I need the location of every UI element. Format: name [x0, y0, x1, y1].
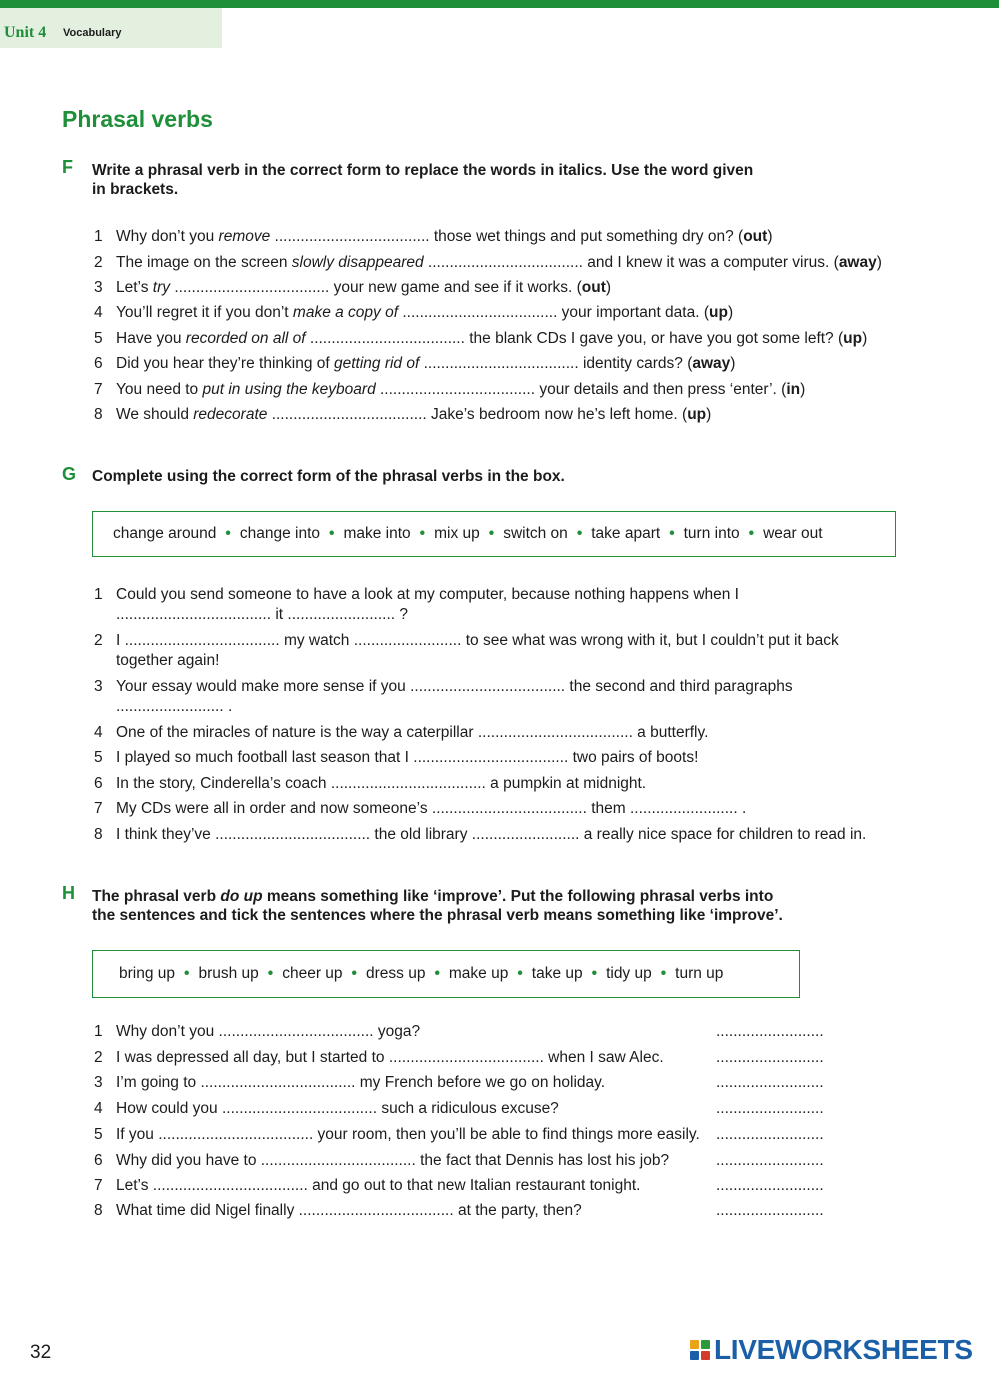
item-number: 7: [94, 381, 103, 398]
answer-blank[interactable]: .........................: [353, 632, 462, 649]
item-text: I played so much football last season that I: [116, 749, 414, 766]
exercise-g-item-5: 5 I played so much football last season that I .................................... two pairs of boots!: [94, 749, 699, 766]
instruction-text: The phrasal verb: [92, 888, 221, 905]
item-text: those wet things and put something dry on? (: [429, 228, 744, 245]
exercise-f-instruction: [92, 161, 753, 199]
box-phrasal-verb: cheer up: [282, 965, 343, 982]
item-text: I’m going to: [116, 1074, 201, 1091]
bullet-separator: •: [267, 965, 274, 982]
italic-phrase: slowly disappeared: [291, 254, 424, 271]
exercise-f-item-1: [94, 227, 772, 247]
exercise-g-item-6: 6 In the story, Cinderella’s coach .................................... a pumpkin at midnight.: [94, 775, 647, 792]
bullet-separator: •: [184, 965, 190, 982]
unit-label: Unit 4: [4, 24, 47, 41]
bullet-separator: •: [669, 525, 675, 542]
exercise-g-item-3: 3 Your essay would make more sense if you .................................... the second and third paragraphs: [94, 678, 793, 695]
box-phrasal-verb: dress up: [365, 965, 426, 982]
instruction-line: Write a phrasal verb in the correct form to replace the words in italics. Use the word given: [92, 162, 754, 179]
page-number: 32: [30, 1342, 52, 1363]
answer-blank[interactable]: ....................................: [260, 1152, 416, 1169]
item-text: when I saw Alec.: [543, 1049, 664, 1066]
exercise-h-item-6: [94, 1151, 669, 1171]
item-text: at the party, then?: [453, 1202, 582, 1219]
item-text: your new game and see if it works. (: [329, 279, 582, 296]
exercise-f-item-7: [94, 380, 805, 400]
tick-blank[interactable]: .........................: [716, 1152, 824, 1169]
item-text: ): [730, 355, 736, 372]
answer-blank[interactable]: ....................................: [388, 1049, 544, 1066]
exercise-h-item-7: [94, 1176, 640, 1196]
bullet-separator: •: [351, 965, 357, 982]
item-number: 5: [94, 330, 103, 347]
item-text: such a ridiculous excuse?: [377, 1100, 559, 1117]
exercise-h-item-8: [94, 1201, 582, 1221]
tick-blank[interactable]: .........................: [716, 1202, 824, 1219]
top-green-bar: [0, 0, 999, 8]
exercise-g-letter: G: [62, 464, 77, 484]
page-title: Phrasal verbs: [62, 106, 213, 132]
item-number: 2: [94, 1049, 103, 1066]
answer-blank[interactable]: ....................................: [423, 355, 579, 372]
item-text: Your essay would make more sense if you: [116, 678, 411, 695]
answer-blank[interactable]: ....................................: [477, 724, 633, 741]
answer-blank[interactable]: ....................................: [200, 1074, 356, 1091]
item-number: 8: [94, 406, 103, 423]
exercise-h-item-2: [94, 1048, 664, 1068]
item-text: Let’s: [116, 1177, 153, 1194]
answer-blank[interactable]: ....................................: [427, 254, 583, 271]
box-phrasal-verb: switch on: [503, 525, 568, 542]
item-number: 5: [94, 1126, 103, 1143]
item-number: 7: [94, 1177, 103, 1194]
answer-blank[interactable]: ....................................: [271, 406, 427, 423]
exercise-h-instruction: [92, 887, 783, 925]
tick-blank[interactable]: .........................: [716, 1100, 824, 1117]
bullet-separator: •: [419, 525, 426, 542]
item-text: the fact that Dennis has lost his job?: [415, 1152, 670, 1169]
item-text: .: [223, 698, 233, 715]
instruction-italic: do up: [220, 888, 263, 905]
bracket-word: out: [581, 279, 606, 296]
item-text: my watch: [279, 632, 354, 649]
item-number: 1: [94, 228, 103, 245]
exercise-g-item-1-cont: [116, 605, 408, 625]
item-text: the old library: [370, 826, 472, 843]
exercise-f-item-5: [94, 329, 867, 349]
item-text: your details and then press ‘enter’. (: [535, 381, 787, 398]
answer-blank[interactable]: .........................: [116, 698, 224, 715]
answer-blank[interactable]: ....................................: [431, 800, 587, 817]
item-text: I was depressed all day, but I started to: [116, 1049, 389, 1066]
item-number: 3: [94, 279, 103, 296]
box-phrasal-verb: brush up: [198, 965, 259, 982]
bullet-separator: •: [434, 965, 440, 982]
bullet-separator: •: [329, 525, 335, 542]
exercise-g-item-1: 1 Could you send someone to have a look at my computer, because nothing happens when I: [94, 586, 739, 603]
item-text: ): [862, 330, 868, 347]
bracket-word: away: [838, 254, 877, 271]
item-text: In the story, Cinderella’s coach: [116, 775, 331, 792]
italic-phrase: recorded on all of: [185, 330, 306, 347]
item-text: I think they’ve: [116, 826, 216, 843]
item-text: One of the miracles of nature is the way a caterpillar: [116, 724, 478, 741]
section-label: Vocabulary: [63, 27, 122, 39]
item-number: 1: [94, 1023, 103, 1040]
answer-blank[interactable]: ....................................: [158, 1126, 314, 1143]
box-phrasal-verb: make up: [448, 965, 509, 982]
answer-blank[interactable]: ....................................: [221, 1100, 378, 1117]
instruction-line: in brackets.: [92, 181, 179, 198]
answer-blank[interactable]: ....................................: [298, 1202, 454, 1219]
answer-blank[interactable]: ....................................: [152, 1177, 308, 1194]
bracket-word: out: [743, 228, 768, 245]
exercise-h-item-1: [94, 1022, 420, 1042]
item-text: a butterfly.: [632, 724, 709, 741]
exercise-f-item-8: [94, 405, 711, 425]
bullet-separator: •: [591, 965, 598, 982]
box-phrasal-verb: change around: [113, 525, 217, 542]
item-text: Why did you have to: [116, 1152, 261, 1169]
exercise-h-item-5: [94, 1125, 700, 1145]
exercise-g-item-8: 8 I think they’ve .................................... the old library ......................... a really nice space for children to read in.: [94, 826, 867, 843]
box-phrasal-verb: change into: [239, 525, 321, 542]
bullet-separator: •: [225, 525, 231, 542]
item-text: ): [706, 406, 712, 423]
item-text: How could you: [116, 1100, 222, 1117]
tick-blank[interactable]: .........................: [716, 1023, 824, 1040]
answer-blank[interactable]: ....................................: [218, 1023, 374, 1040]
item-text: identity cards? (: [578, 355, 693, 372]
item-text: a pumpkin at midnight.: [485, 775, 647, 792]
item-text: Did you hear they’re thinking of: [116, 355, 334, 372]
bracket-word: in: [786, 381, 801, 398]
item-text: and I knew it was a computer virus. (: [582, 254, 839, 271]
item-text: my French before we go on holiday.: [355, 1074, 606, 1091]
bullet-separator: •: [576, 525, 583, 542]
italic-phrase: getting rid of: [333, 355, 420, 372]
box-phrasal-verb: make into: [343, 525, 411, 542]
item-text: ): [727, 304, 734, 321]
instruction-text: means something like ‘improve’. Put the following phrasal verbs into: [262, 888, 774, 905]
exercise-g-item-2-cont: together again!: [116, 652, 220, 669]
answer-blank[interactable]: ....................................: [309, 330, 465, 347]
exercise-g-item-7: 7 My CDs were all in order and now someone’s .................................... them ......................... .: [94, 800, 747, 817]
instruction-line: [92, 887, 783, 906]
item-text: .: [737, 800, 747, 817]
italic-phrase: put in using the keyboard: [202, 381, 376, 398]
exercise-g-word-box: [92, 511, 896, 557]
item-text: Could you send someone to have a look at my computer, because nothing happens when I: [116, 586, 739, 603]
exercise-g-item-4: 4 One of the miracles of nature is the way a caterpillar .................................... a butterfly.: [94, 724, 709, 741]
bullet-separator: •: [660, 965, 667, 982]
box-phrasal-verb: turn up: [675, 965, 724, 982]
answer-blank[interactable]: ....................................: [413, 749, 569, 766]
answer-blank[interactable]: ....................................: [116, 606, 272, 623]
answer-blank[interactable]: .........................: [287, 606, 396, 623]
answer-blank[interactable]: ....................................: [402, 304, 558, 321]
liveworksheets-logo: [690, 1334, 973, 1366]
item-text: the blank CDs I gave you, or have you got some left? (: [464, 330, 844, 347]
exercise-h-letter: H: [62, 883, 75, 903]
exercise-f-item-2: [94, 253, 882, 273]
italic-phrase: remove: [218, 228, 271, 245]
answer-blank[interactable]: ....................................: [174, 279, 330, 296]
answer-blank[interactable]: .........................: [471, 826, 580, 843]
item-text: What time did Nigel finally: [116, 1202, 299, 1219]
exercise-g-item-3-cont: [116, 697, 232, 717]
item-text: We should: [116, 406, 194, 423]
exercise-h-item-3: [94, 1073, 605, 1093]
item-text: to see what was wrong with it, but I couldn’t put it back: [461, 632, 839, 649]
item-number: 8: [94, 1202, 103, 1219]
tick-blank[interactable]: .........................: [716, 1126, 824, 1143]
item-text: the second and third paragraphs: [565, 678, 793, 695]
italic-phrase: make a copy of: [292, 304, 399, 321]
item-text: Why don’t you: [116, 228, 219, 245]
tick-blank[interactable]: .........................: [716, 1049, 824, 1066]
item-number: 3: [94, 1074, 103, 1091]
italic-phrase: try: [152, 279, 170, 296]
exercise-g-item-2: 2 I .................................... my watch ......................... to see what was wrong with it, but I couldn’t put it back: [94, 632, 839, 649]
item-text: My CDs were all in order and now someone’s: [116, 800, 432, 817]
box-phrasal-verb: turn into: [683, 525, 740, 542]
bullet-separator: •: [517, 965, 523, 982]
item-text: ): [800, 381, 806, 398]
item-text: a really nice space for children to read in.: [579, 826, 867, 843]
logo-icon: [690, 1340, 710, 1360]
item-text: your important data. (: [557, 304, 709, 321]
bullet-separator: •: [748, 525, 755, 542]
answer-blank[interactable]: ....................................: [410, 678, 566, 695]
item-text: your room, then you’ll be able to find things more easily.: [313, 1126, 700, 1143]
exercise-f-letter: F: [62, 157, 73, 177]
italic-phrase: redecorate: [193, 406, 268, 423]
item-text: I: [116, 632, 125, 649]
bracket-word: up: [709, 304, 728, 321]
item-number: 4: [94, 1100, 103, 1117]
item-text: and go out to that new Italian restaurant tonight.: [307, 1177, 641, 1194]
item-text: ): [605, 279, 612, 296]
exercise-g-instruction: Complete using the correct form of the phrasal verbs in the box.: [92, 468, 565, 485]
answer-blank[interactable]: ....................................: [274, 228, 430, 245]
answer-blank[interactable]: ....................................: [124, 632, 280, 649]
tick-blank[interactable]: .........................: [716, 1074, 824, 1091]
bullet-separator: •: [488, 525, 495, 542]
item-text: ?: [395, 606, 409, 623]
item-text: ): [767, 228, 773, 245]
answer-blank[interactable]: ....................................: [330, 775, 486, 792]
box-phrasal-verb: take apart: [591, 525, 661, 542]
brand-name: LIVEWORKSHEETS: [714, 1334, 973, 1365]
item-text: You’ll regret it if you don’t: [116, 304, 293, 321]
item-number: 6: [94, 1152, 103, 1169]
item-text: Have you: [116, 330, 186, 347]
answer-blank[interactable]: .........................: [630, 800, 738, 817]
bracket-word: up: [687, 406, 707, 423]
box-phrasal-verb: tidy up: [606, 965, 652, 982]
bracket-word: away: [692, 355, 731, 372]
tick-blank[interactable]: .........................: [716, 1177, 824, 1194]
item-text: Why don’t you: [116, 1023, 219, 1040]
exercise-f-item-6: [94, 354, 735, 374]
box-phrasal-verb: mix up: [434, 525, 480, 542]
exercise-h-item-4: [94, 1099, 559, 1119]
item-number: 2: [94, 254, 103, 271]
item-text: yoga?: [373, 1023, 421, 1040]
exercise-f-item-3: [94, 278, 611, 298]
item-text: it: [271, 606, 288, 623]
exercise-f-item-4: [94, 303, 733, 323]
box-phrasal-verb: take up: [531, 965, 583, 982]
answer-blank[interactable]: ....................................: [215, 826, 371, 843]
item-text: Jake’s bedroom now he’s left home. (: [426, 406, 688, 423]
item-text: two pairs of boots!: [568, 749, 699, 766]
item-text: Let’s: [116, 279, 153, 296]
bracket-word: up: [843, 330, 863, 347]
item-text: If you: [116, 1126, 159, 1143]
answer-blank[interactable]: ....................................: [380, 381, 536, 398]
item-text: You need to: [116, 381, 203, 398]
item-text: ): [876, 254, 882, 271]
item-text: them: [586, 800, 630, 817]
instruction-line: the sentences and tick the sentences where the phrasal verb means something like ‘improve’.: [92, 907, 783, 924]
item-number: 4: [94, 304, 103, 321]
box-phrasal-verb: wear out: [763, 525, 823, 542]
item-text: The image on the screen: [116, 254, 292, 271]
item-number: 6: [94, 355, 103, 372]
box-phrasal-verb: bring up: [119, 965, 176, 982]
exercise-h-word-box: [92, 950, 800, 998]
